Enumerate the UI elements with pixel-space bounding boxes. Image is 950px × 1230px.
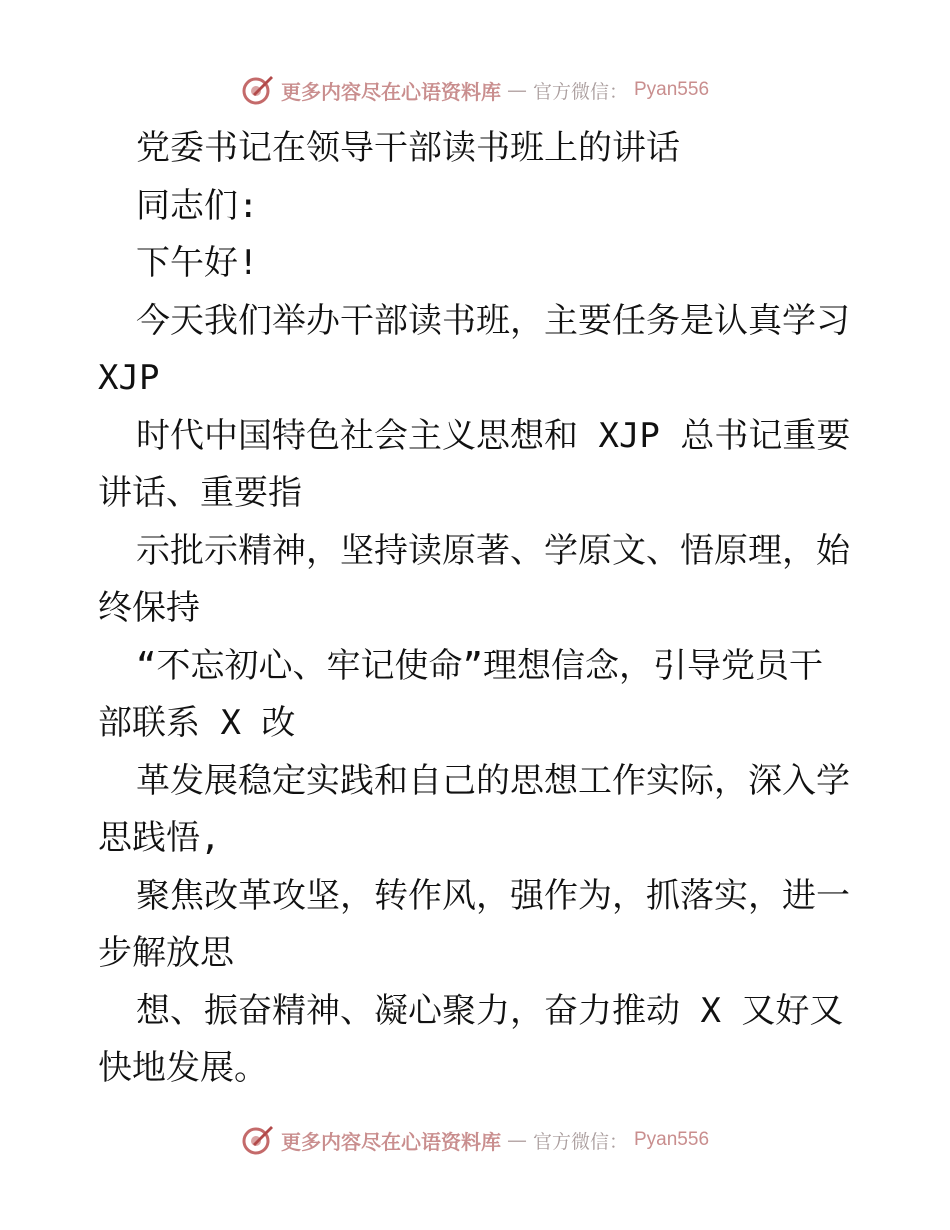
paragraph-line: 终保持 [98,588,200,628]
quill-pen-logo-icon [241,1123,275,1157]
header-watermark [0,70,950,110]
footer-watermark [0,1120,950,1160]
watermark-main-text: 更多内容尽在心语资料库 [280,1129,501,1154]
paragraph-line: 革发展稳定实践和自己的思想工作实际，深入学 [136,760,850,801]
paragraph-line: 快地发展。 [98,1048,268,1088]
salutation: 同志们: [136,185,259,226]
paragraph-line: 步解放思 [98,933,234,973]
paragraph-line: 示批示精神，坚持读原著、学原文、悟原理，始 [136,530,850,571]
paragraph-line: “不忘初心、牢记使命”理想信念，引导党员干 [136,645,823,686]
watermark-dash: — [506,1128,527,1152]
paragraph-line: XJP [98,358,160,398]
paragraph-line: 部联系 X 改 [98,703,296,743]
watermark-wechat-id: Pyan556 [634,1129,710,1150]
watermark-sub-text: 官方微信： [532,1130,628,1153]
document-title: 党委书记在领导干部读书班上的讲话 [136,128,680,168]
watermark-main-text: 更多内容尽在心语资料库 [280,79,501,104]
watermark-dash: — [506,78,527,102]
paragraph-line: 聚焦改革攻坚，转作风，强作为，抓落实，进一 [136,875,850,916]
paragraph-line: 想、振奋精神、凝心聚力，奋力推动 X 又好又 [136,990,844,1031]
paragraph-line: 思践悟, [98,818,221,858]
watermark-wechat-id: Pyan556 [634,79,710,100]
paragraph-line: 讲话、重要指 [98,473,302,513]
quill-pen-logo-icon [241,73,275,107]
paragraph-line: 时代中国特色社会主义思想和 XJP 总书记重要 [136,415,851,456]
document-body [98,120,858,1098]
paragraph-line: 今天我们举办干部读书班，主要任务是认真学习 [136,300,850,341]
greeting: 下午好! [136,243,259,283]
watermark-sub-text: 官方微信： [532,80,628,103]
